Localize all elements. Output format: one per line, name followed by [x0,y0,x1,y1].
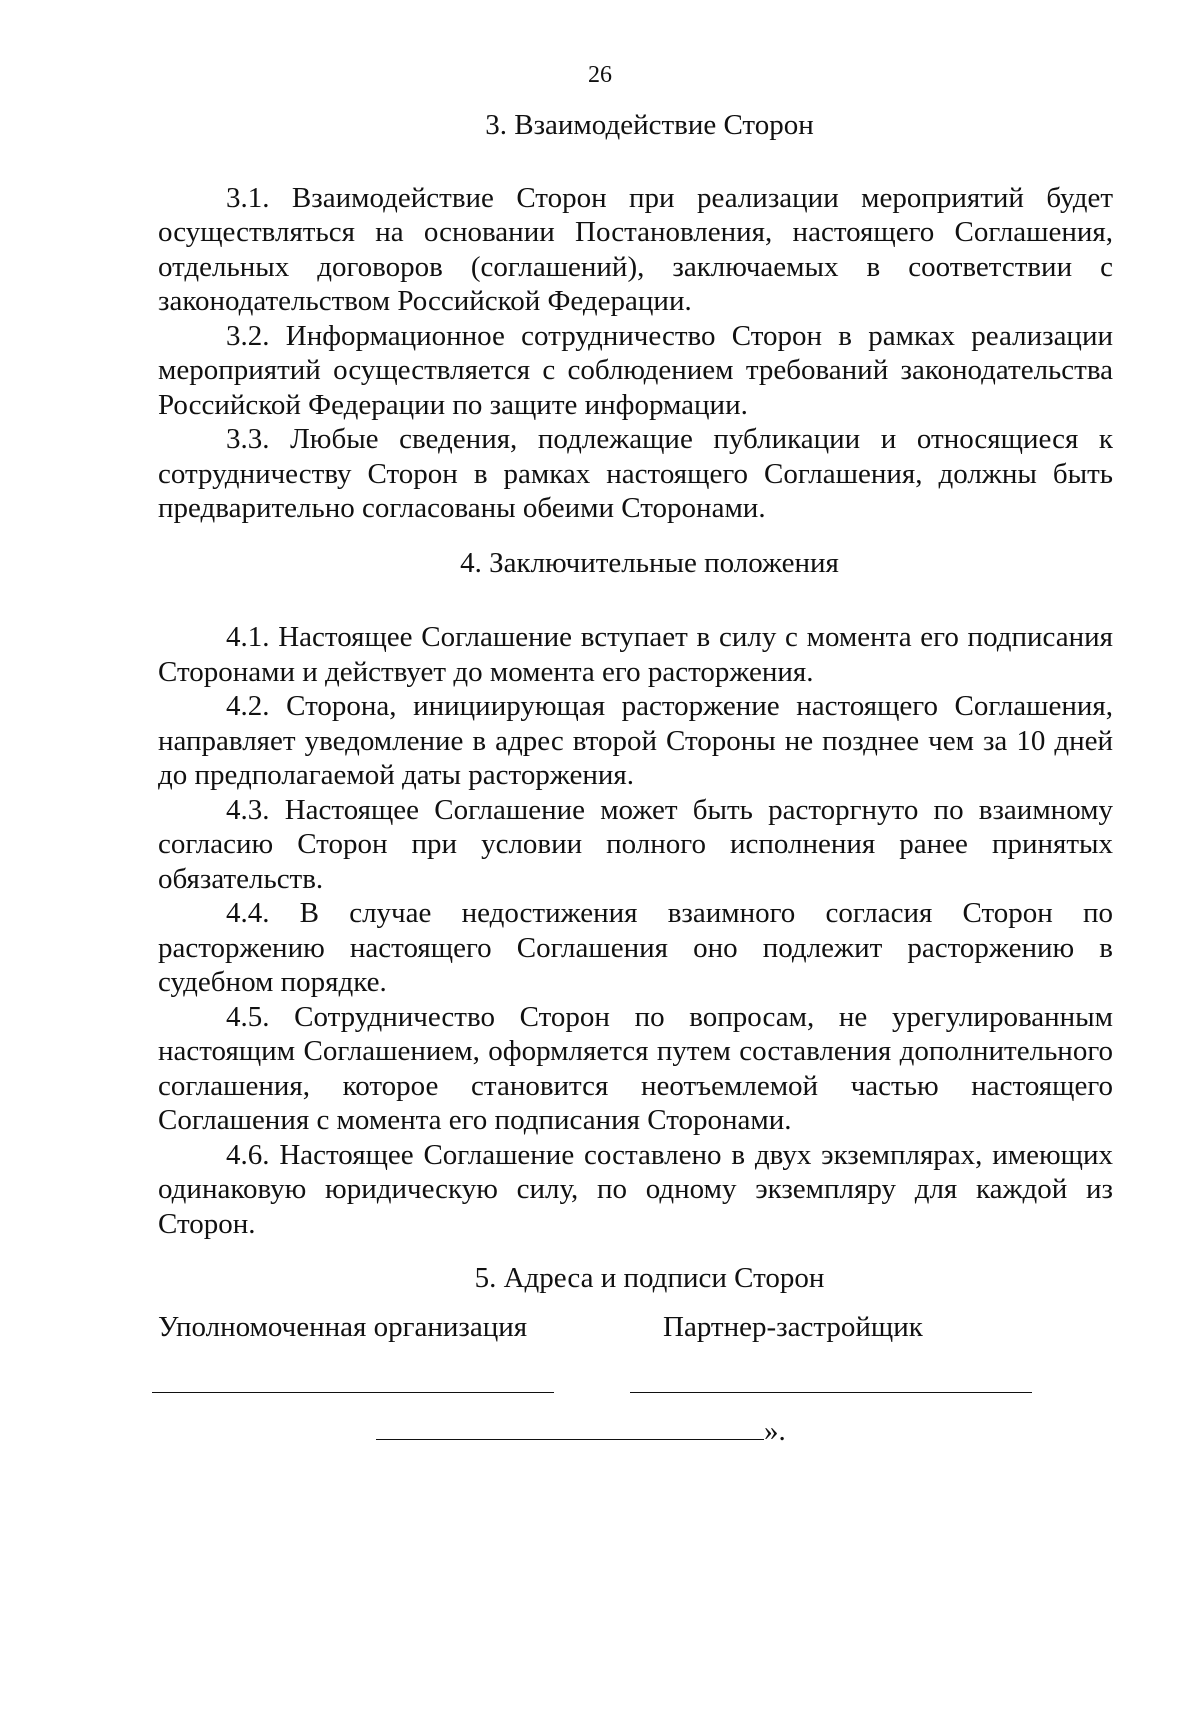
paragraph-4-3: 4.3. Настоящее Соглашение может быть расторгнуто по взаимному согласию Сторон при условии полного исполнения ранее принятых обязательств. [158,793,1113,895]
section-4-title: 4. Заключительные положения [460,546,839,579]
signature-block [158,1310,1113,1470]
right-party-label: Партнер-застройщик [663,1310,923,1343]
right-signature-line [630,1392,1032,1393]
closing-blank-line [376,1415,764,1440]
closing-line [376,1414,786,1449]
paragraph-3-1: 3.1. Взаимодействие Сторон при реализации мероприятий будет осуществляться на основании Постановления, настоящего Соглашения, отдельных договоров (соглашений), заключаемых в соответствии с законодательством Российской Федерации. [158,181,1113,317]
document-body [158,108,1113,1470]
paragraph-4-6: 4.6. Настоящее Соглашение составлено в двух экземплярах, имеющих одинаковую юридическую силу, по одному экземпляру для каждой из Сторон. [158,1138,1113,1240]
paragraph-4-4: 4.4. В случае недостижения взаимного согласия Сторон по расторжению настоящего Соглашения оно подлежит расторжению в судебном порядке. [158,897,1113,998]
section-5-title: 5. Адреса и подписи Сторон [474,1262,825,1294]
paragraph-4-5: 4.5. Сотрудничество Сторон по вопросам, не урегулированным настоящим Соглашением, оформляется путем составления дополнительного соглашения, которое становится неотъемлемой частью настоящего Соглашения с момента его подписания Сторонами. [158,1000,1113,1136]
left-party-label: Уполномоченная организация [158,1310,528,1343]
section-3-title: 3. Взаимодействие Сторон [485,109,814,141]
paragraph-4-2: 4.2. Сторона, инициирующая расторжение настоящего Соглашения, направляет уведомление в адрес второй Стороны не позднее чем за 10 дней до предполагаемой даты расторжения. [158,690,1113,791]
closing-mark: ». [764,1414,786,1447]
left-signature-line [152,1392,554,1393]
page-number: 26 [588,62,612,88]
paragraph-4-1: 4.1. Настоящее Соглашение вступает в силу с момента его подписания Сторонами и действует до момента его расторжения. [158,621,1113,688]
paragraph-3-3: 3.3. Любые сведения, подлежащие публикации и относящиеся к сотрудничеству Сторон в рамках настоящего Соглашения, должны быть предварительно согласованы обеими Сторонами. [158,423,1113,524]
paragraph-3-2: 3.2. Информационное сотрудничество Сторон в рамках реализации мероприятий осуществляется с соблюдением требований законодательства Российской Федерации по защите информации. [158,319,1113,421]
